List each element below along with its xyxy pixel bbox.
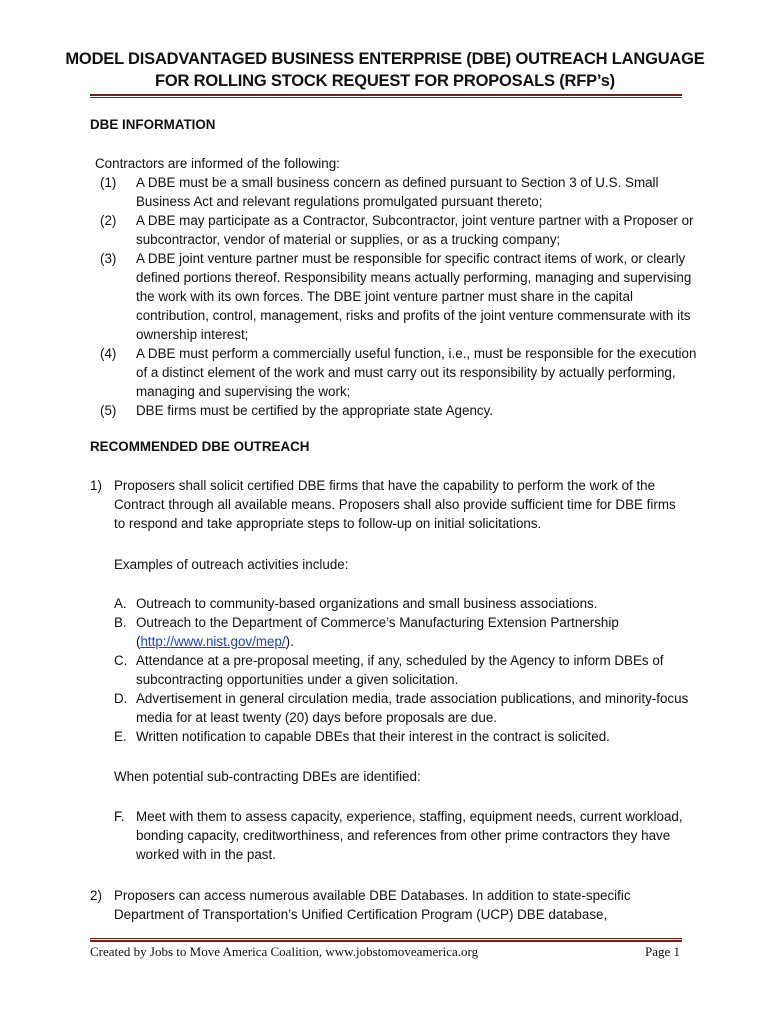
header-rule-thin xyxy=(90,97,682,98)
item-letter: C. xyxy=(114,653,128,668)
list-item xyxy=(114,807,694,864)
item-number: (4) xyxy=(100,346,117,361)
item-letter: D. xyxy=(114,691,128,706)
list-item xyxy=(100,249,700,344)
paragraph-number: 1) xyxy=(90,478,102,493)
item-text: A DBE must perform a commercially useful function, i.e., must be responsible for the execution of a distinct element of the work and must carry out its responsibility by actually performing, managing and supervising the work; xyxy=(136,346,697,399)
examples-intro: Examples of outreach activities include: xyxy=(114,557,349,572)
list-item xyxy=(114,727,694,746)
page-footer xyxy=(90,944,682,960)
page-number: Page 1 xyxy=(644,944,680,959)
item-letter: F. xyxy=(114,809,125,824)
outreach-activities-list xyxy=(114,594,694,746)
paragraph-text: Proposers shall solicit certified DBE firms that have the capability to perform the work of the Contract through all available means. Proposers shall also provide sufficient time for DBE firms to respond and take appropriate steps to follow-up on initial solicitations. xyxy=(114,478,676,531)
list-item xyxy=(100,401,700,420)
item-text: A DBE may participate as a Contractor, Subcontractor, joint venture partner with a Proposer or subcontractor, vendor of material or supplies, or as a trucking company; xyxy=(136,213,694,247)
paren-open: ( xyxy=(136,634,141,649)
item-number: (1) xyxy=(100,175,117,190)
footer-rule-thin xyxy=(90,938,682,939)
nist-mep-link[interactable]: http://www.nist.gov/mep/ xyxy=(140,634,286,649)
identified-actions-list xyxy=(114,807,694,864)
item-letter: E. xyxy=(114,729,127,744)
item-text: Written notification to capable DBEs that their interest in the contract is solicited. xyxy=(136,729,610,744)
footer-credit: Created by Jobs to Move America Coalition, www.jobstomoveamerica.org xyxy=(90,944,479,959)
item-text: DBE firms must be certified by the appropriate state Agency. xyxy=(136,403,494,418)
dbe-information-heading: DBE INFORMATION xyxy=(90,117,216,132)
item-number: (3) xyxy=(100,251,117,266)
dbe-information-list xyxy=(100,173,700,420)
outreach-paragraph-2 xyxy=(90,886,690,924)
list-item xyxy=(100,173,700,211)
item-text: Outreach to community-based organizations and small business associations. xyxy=(136,596,598,611)
list-item xyxy=(114,651,694,689)
list-item xyxy=(114,689,694,727)
list-item xyxy=(100,211,700,249)
item-letter: A. xyxy=(114,596,127,611)
footer-rule xyxy=(90,940,682,942)
item-text: Outreach to the Department of Commerce’s Manufacturing Extension Partnership xyxy=(136,615,619,630)
paragraph-text: Proposers can access numerous available DBE Databases. In addition to state-specific Department of Transportation’s Unified Certification Program (UCP) DBE database, xyxy=(114,888,631,922)
item-text: Meet with them to assess capacity, experience, staffing, equipment needs, current workload, bonding capacity, creditworthiness, and references from other prime contractors they have worked with in the past. xyxy=(136,809,683,862)
paren-close: ). xyxy=(285,634,294,649)
item-letter: B. xyxy=(114,615,127,630)
title-line-1: MODEL DISADVANTAGED BUSINESS ENTERPRISE (DBE) OUTREACH LANGUAGE xyxy=(65,50,705,68)
list-item xyxy=(114,613,694,651)
paragraph-number: 2) xyxy=(90,888,102,903)
outreach-paragraph-1 xyxy=(90,476,690,533)
item-text: Attendance at a pre-proposal meeting, if any, scheduled by the Agency to inform DBEs of subcontracting opportunities under a given solicitation. xyxy=(136,653,664,687)
dbe-intro: Contractors are informed of the following: xyxy=(95,156,340,171)
item-number: (2) xyxy=(100,213,117,228)
header-rule xyxy=(90,94,682,96)
document-title xyxy=(60,48,710,92)
recommended-outreach-heading: RECOMMENDED DBE OUTREACH xyxy=(90,439,310,454)
item-text: Advertisement in general circulation media, trade association publications, and minority-focus media for at least twenty (20) days before proposals are due. xyxy=(136,691,689,725)
identified-intro: When potential sub-contracting DBEs are identified: xyxy=(114,769,421,784)
item-text: A DBE joint venture partner must be responsible for specific contract items of work, or clearly defined portions thereof. Responsibility means actually performing, managing and supervising the work with its own forces. The DBE joint venture partner must share in the capital contribution, control, management, risks and profits of the joint venture commensurate with its ownership interest; xyxy=(136,251,692,342)
list-item xyxy=(100,344,700,401)
list-item xyxy=(114,594,694,613)
title-line-2: FOR ROLLING STOCK REQUEST FOR PROPOSALS (RFP’s) xyxy=(155,72,615,90)
item-number: (5) xyxy=(100,403,117,418)
item-text: A DBE must be a small business concern as defined pursuant to Section 3 of U.S. Small Business Act and relevant regulations promulgated pursuant thereto; xyxy=(136,175,659,209)
